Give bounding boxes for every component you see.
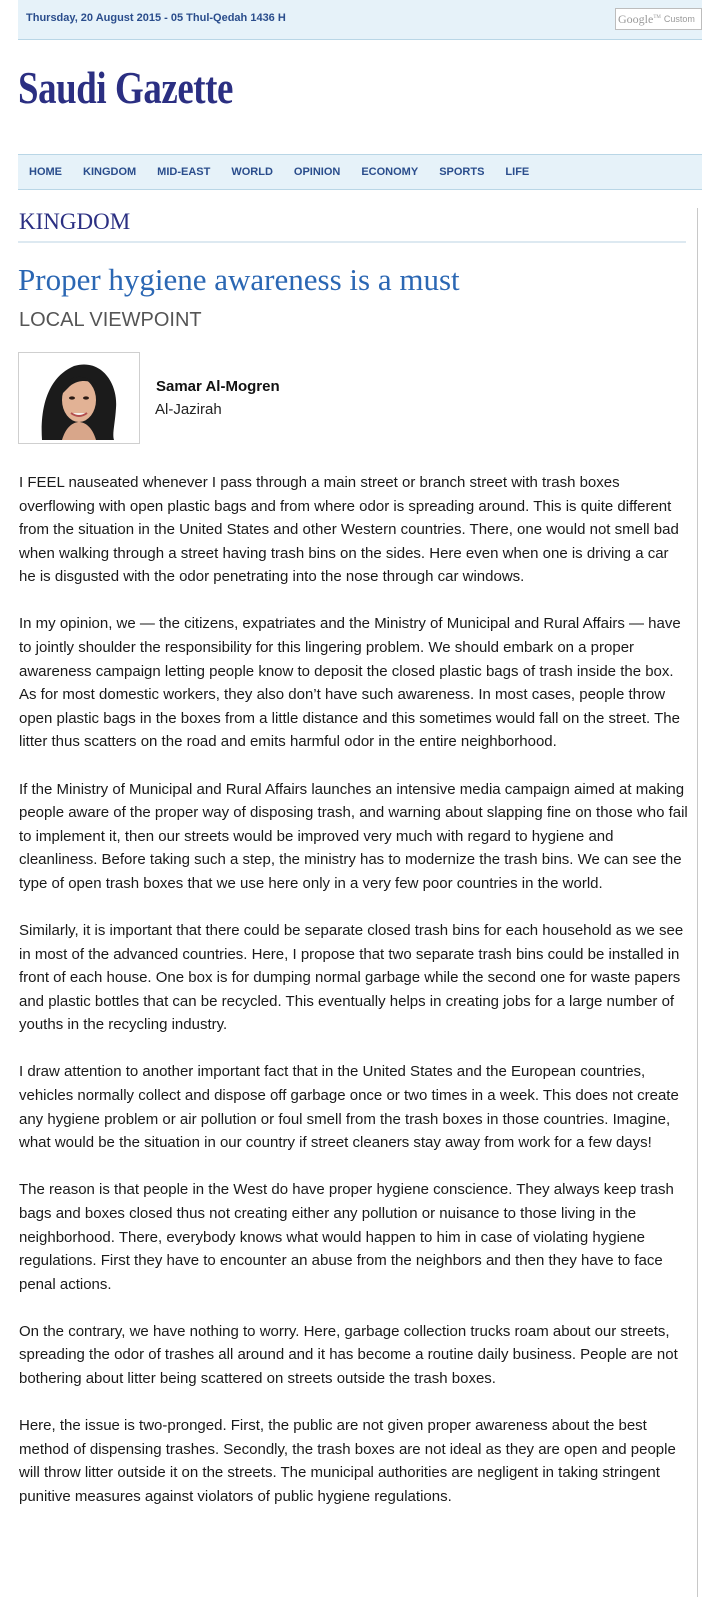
google-logo: Google™ — [618, 11, 661, 26]
site-logo[interactable]: Saudi Gazette — [18, 63, 234, 113]
main-nav — [18, 154, 702, 190]
article-subhead: LOCAL VIEWPOINT — [19, 309, 202, 331]
author-source: Al-Jazirah — [155, 401, 222, 418]
article-paragraph: In my opinion, we — the citizens, expatriates and the Ministry of Municipal and Rural Affairs — have to jointly shoulder the responsibility for this lingering problem. We should embark on a proper awareness campaign letting people know to deposit the closed plastic bags of trash inside the box. As for most domestic workers, they also don’t have such awareness. In most cases, people throw open plastic bags in the boxes from a little distance and this sometimes would fall on the street. The litter thus scatters on the road and emits harmful odor in the entire neighborhood. — [19, 615, 681, 751]
nav-economy[interactable]: ECONOMY — [361, 166, 419, 178]
author-name: Samar Al-Mogren — [156, 378, 280, 395]
nav-sports[interactable]: SPORTS — [439, 166, 485, 178]
section-divider — [18, 241, 686, 243]
search-input[interactable] — [615, 8, 702, 30]
nav-world[interactable]: WORLD — [231, 166, 273, 178]
article-paragraph: On the contrary, we have nothing to worry. Here, garbage collection trucks roam about our streets, spreading the odor of trashes all around and it has become a routine daily business. People are not bothering about litter being scattered on streets outside the trash boxes. — [19, 1322, 678, 1387]
author-photo — [18, 352, 140, 444]
article-paragraph: I draw attention to another important fact that in the United States and the European countries, vehicles normally collect and dispose off garbage once or two times in a week. This does not create any hygiene problem or air pollution or foul smell from the trash boxes in those countries. Imagine, what would be the situation in our country if street cleaners stay away from work for a few days! — [19, 1063, 679, 1152]
section-title: KINGDOM — [19, 209, 131, 234]
nav-kingdom[interactable]: KINGDOM — [83, 166, 137, 178]
nav-home[interactable]: HOME — [29, 166, 62, 178]
article-paragraph: Similarly, it is important that there could be separate closed trash bins for each household as we see in most of the advanced countries. Here, I propose that two separate trash bins could be installed in front of each house. One box is for dumping normal garbage while the second one for waste papers and plastic bottles that can be recycled. This eventually helps in creating jobs for a large number of youths in the recycling industry. — [19, 922, 684, 1034]
article-paragraph: I FEEL nauseated whenever I pass through a main street or branch street with trash boxes overflowing with open plastic bags and from where odor is spreading around. This is quite different from the situation in the United States and other Western countries. There, one would not smell bad when walking through a street having trash bins on the sides. Here even when one is driving a car he is disgusted with the odor penetrating into the nose through car windows. — [19, 474, 679, 586]
date-line: Thursday, 20 August 2015 - 05 Thul-Qedah 1436 H — [26, 12, 286, 24]
article-body — [19, 471, 689, 1532]
nav-life[interactable]: LIFE — [505, 166, 530, 178]
article-paragraph: Here, the issue is two-pronged. First, the public are not given proper awareness about the best method of dispensing trashes. Secondly, the trash boxes are not ideal as they are open and people will throw litter outside it on the streets. The municipal authorities are negligent in taking stringent punitive measures against violators of public hygiene regulations. — [19, 1417, 676, 1505]
top-bar — [18, 0, 702, 40]
nav-opinion[interactable]: OPINION — [293, 166, 341, 178]
article-paragraph: If the Ministry of Municipal and Rural Affairs launches an intensive media campaign aimed at making people aware of the proper way of disposing trash, and warning about slapping fine on those who fail to implement it, then our streets would be improved very much with regard to hygiene and cleanliness. Before taking such a step, the ministry has to modernize the trash bins. We can see the type of open trash boxes that we use here only in a very few poor countries in the world. — [19, 780, 688, 892]
search-custom-label: Custom — [663, 14, 695, 24]
article-headline: Proper hygiene awareness is a must — [18, 262, 460, 297]
article-paragraph: The reason is that people in the West do have proper hygiene conscience. They always keep trash bags and boxes closed thus not creating either any pollution or nuisance to those living in the neighborhood. There, everybody knows what would happen to him in case of violating hygiene regulations. First they have to encounter an abuse from the neighbors and then they have to face penal actions. — [19, 1181, 674, 1293]
right-border — [697, 208, 698, 1597]
nav-mid-east[interactable]: MID-EAST — [157, 166, 211, 178]
